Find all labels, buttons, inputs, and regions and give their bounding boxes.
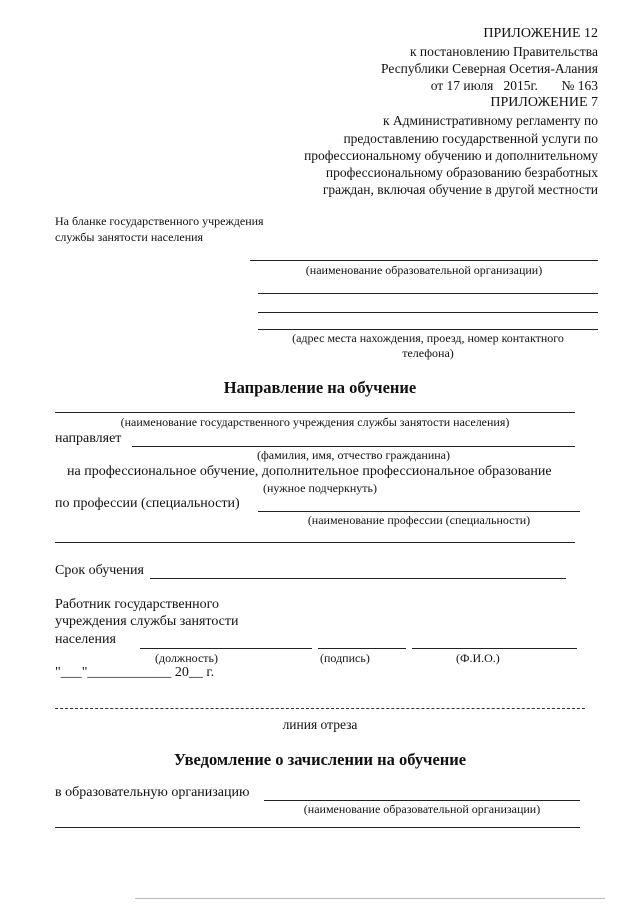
regulation-line-2: предоставлению государственной услуги по <box>343 131 598 146</box>
employee-line-1: Работник государственного <box>55 597 220 612</box>
term-label: Срок обучения <box>55 563 144 578</box>
decree-date-line: от 17 июля 2015г. № 163 <box>430 78 598 93</box>
profession-line-2[interactable] <box>55 542 575 543</box>
regulation-line-3: профессиональному обучению и дополнительному <box>304 148 598 163</box>
person-name-line[interactable] <box>132 446 575 447</box>
resolution-line: к постановлению Правительства <box>409 44 598 59</box>
signature-line[interactable] <box>318 648 406 649</box>
agency-name-line[interactable] <box>55 412 575 413</box>
regulation-line-5: граждан, включая обучение в другой местности <box>322 182 598 197</box>
agency-caption: (наименование государственного учреждения службы занятости населения) <box>120 415 510 429</box>
regulation-line-1: к Административному регламенту по <box>382 113 598 128</box>
addressee-org-caption: (наименование образовательной организации) <box>305 263 543 277</box>
underline-hint: (нужное подчеркнуть) <box>263 481 377 495</box>
republic-line: Республики Северная Осетия-Алания <box>381 61 598 76</box>
position-line[interactable] <box>140 648 312 649</box>
employee-line-2: учреждения службы занятости <box>55 614 239 629</box>
address-line-1[interactable] <box>258 293 598 294</box>
sends-label: направляет <box>55 431 122 446</box>
notice-org-label: в образовательную организацию <box>55 785 250 800</box>
address-line-2[interactable] <box>258 312 598 313</box>
fio-caption: (Ф.И.О.) <box>456 651 500 665</box>
training-type-text: на профессиональное обучение, дополнительное профессиональное образование <box>67 464 552 479</box>
notice-org-line[interactable] <box>264 800 580 801</box>
address-caption-2: телефона) <box>402 346 454 360</box>
appendix-12-label: ПРИЛОЖЕНИЕ 12 <box>483 26 598 41</box>
employee-line-3: населения <box>55 632 116 647</box>
cut-line-label: линия отреза <box>282 717 358 732</box>
position-caption: (должность) <box>155 651 218 665</box>
address-line-3[interactable] <box>258 329 598 330</box>
regulation-line-4: профессиональному образованию безработных <box>325 165 598 180</box>
profession-line[interactable] <box>258 511 580 512</box>
scan-artifact-line <box>135 898 605 899</box>
letterhead-line-2: службы занятости населения <box>55 230 204 244</box>
person-caption: (фамилия, имя, отчество гражданина) <box>256 448 451 462</box>
notice-title: Уведомление о зачислении на обучение <box>173 750 467 769</box>
cut-line <box>55 708 585 709</box>
letterhead-line-1: На бланке государственного учреждения <box>55 214 264 228</box>
profession-caption: (наименование профессии (специальности) <box>307 513 531 527</box>
fio-line[interactable] <box>412 648 577 649</box>
notice-extra-line[interactable] <box>55 827 580 828</box>
signature-caption: (подпись) <box>320 651 370 665</box>
term-line[interactable] <box>150 578 566 579</box>
address-caption-1: (адрес места нахождения, проезд, номер контактного <box>292 331 564 345</box>
addressee-org-line[interactable] <box>250 260 598 261</box>
notice-org-caption: (наименование образовательной организации) <box>303 802 541 816</box>
appendix-7-label: ПРИЛОЖЕНИЕ 7 <box>490 95 598 110</box>
referral-title: Направление на обучение <box>223 378 417 397</box>
profession-label: по профессии (специальности) <box>55 496 240 511</box>
date-field[interactable]: "___"____________ 20__ г. <box>55 665 215 680</box>
